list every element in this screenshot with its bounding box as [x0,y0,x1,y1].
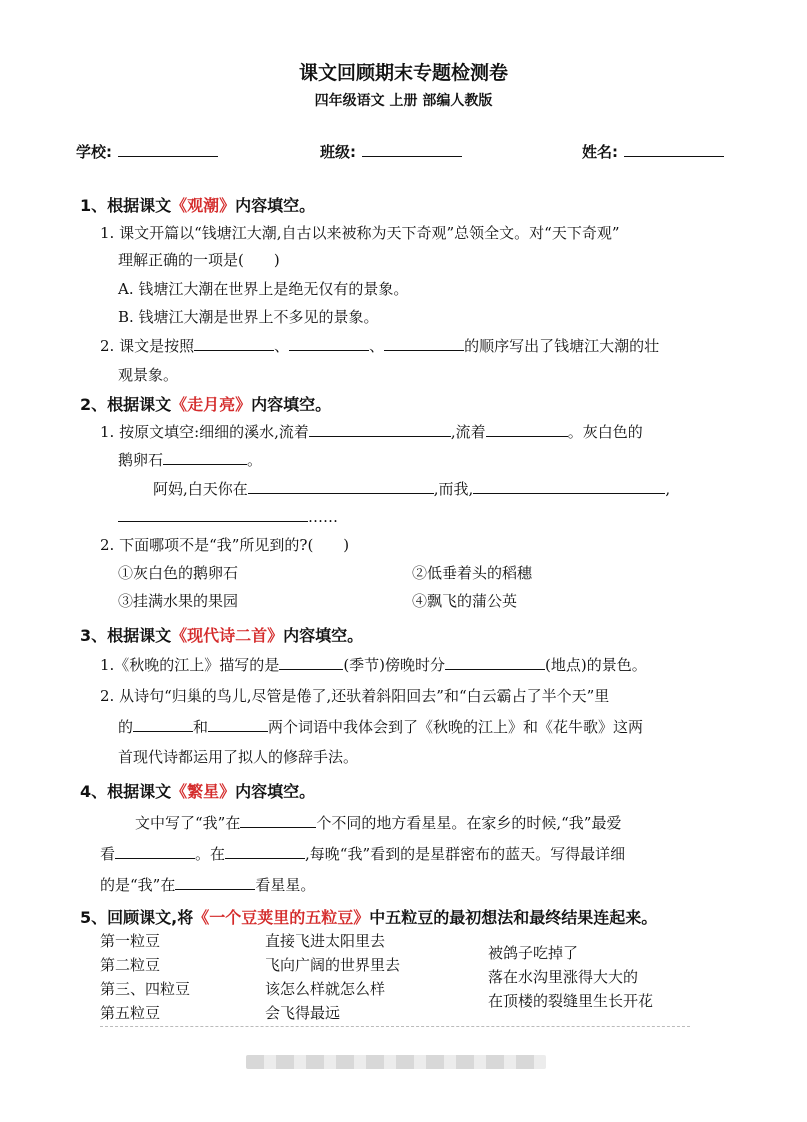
s1-q2-line1: 2. 课文是按照 、 、 的顺序写出了钱塘江大潮的壮 [100,337,660,355]
s3-q2-line1: 2. 从诗句“归巢的鸟儿,尽管是倦了,还驮着斜阳回去”和“白云霸占了半个天”里 [100,687,610,705]
name-blank[interactable] [624,140,724,157]
thought-item[interactable]: 该怎么样就怎么样 [265,980,386,998]
s2-q2-option-2: ②低垂着头的稻穗 [412,564,533,582]
result-item[interactable]: 在顶楼的裂缝里生长开花 [488,992,654,1010]
bean-item[interactable]: 第五粒豆 [100,1004,161,1022]
blank[interactable] [279,654,343,670]
blank[interactable] [445,654,545,670]
s1-q1-option-a: A. 钱塘江大潮在世界上是绝无仅有的景象。 [118,280,409,298]
blank[interactable] [208,716,268,732]
s2-q1-line4: …… [118,506,338,526]
blank[interactable] [133,716,193,732]
s1-q2-line2: 观景象。 [118,366,179,384]
bean-item[interactable]: 第三、四粒豆 [100,980,191,998]
blank[interactable] [473,478,665,494]
s4-line3: 的是“我”在 看星星。 [100,876,316,894]
school-blank[interactable] [118,140,218,157]
section-1-heading: 1、根据课文《观潮》内容填空。 [80,196,316,215]
name-field[interactable] [582,140,724,162]
student-info-row [76,140,736,164]
s3-q2-line2: 的 和 两个词语中我体会到了《秋晚的江上》和《花牛歌》这两 [118,718,644,736]
thought-item[interactable]: 直接飞进太阳里去 [265,932,386,950]
bean-item[interactable]: 第一粒豆 [100,932,161,950]
s4-line2: 看 。在 ,每晚“我”看到的是星群密布的蓝天。写得最详细 [100,845,626,863]
s1-q1-line2: 理解正确的一项是( ) [118,251,280,269]
school-field[interactable] [76,140,218,162]
blank[interactable] [240,812,316,828]
blank[interactable] [225,843,305,859]
s2-q2-option-3: ③挂满水果的果园 [118,592,239,610]
s2-q1-line2: 鹅卵石 。 [118,451,263,469]
page-title: 课文回顾期末专题检测卷 [298,62,508,84]
s4-line1: 文中写了“我”在 个不同的地方看星星。在家乡的时候,“我”最爱 [135,814,622,832]
section-2-heading: 2、根据课文《走月亮》内容填空。 [80,395,332,414]
s3-q2-line3: 首现代诗都运用了拟人的修辞手法。 [118,748,359,766]
section-4-heading: 4、根据课文《繁星》内容填空。 [80,782,316,801]
class-blank[interactable] [362,140,462,157]
s2-q1-line3: 阿妈,白天你在 ,而我, , [153,480,671,498]
school-label: 学校: [76,143,112,161]
blank[interactable] [194,335,274,351]
result-item[interactable]: 落在水沟里涨得大大的 [488,968,639,986]
thought-item[interactable]: 会飞得最远 [265,1004,341,1022]
blank[interactable] [486,421,568,437]
blurred-footer-watermark [246,1055,546,1069]
s3-q1-line1: 1.《秋晚的江上》描写的是 (季节)傍晚时分 (地点)的景色。 [100,656,647,674]
bean-item[interactable]: 第二粒豆 [100,956,161,974]
result-item[interactable]: 被鸽子吃掉了 [488,944,579,962]
s1-q1-line1: 1. 课文开篇以“钱塘江大潮,自古以来被称为天下奇观”总领全文。对“天下奇观” [100,224,620,242]
class-field[interactable] [320,140,462,162]
blank[interactable] [384,335,464,351]
blank[interactable] [115,843,195,859]
section-3-heading: 3、根据课文《现代诗二首》内容填空。 [80,626,364,645]
name-label: 姓名: [582,143,618,161]
s2-q2-line1: 2. 下面哪项不是“我”所见到的?( ) [100,536,350,554]
s1-q1-option-b: B. 钱塘江大潮是世界上不多见的景象。 [118,308,379,326]
blank[interactable] [248,478,434,494]
thought-item[interactable]: 飞向广阔的世界里去 [265,956,401,974]
blank[interactable] [309,421,451,437]
blank[interactable] [163,449,247,465]
blank[interactable] [289,335,369,351]
page-cut-divider [100,1026,690,1028]
class-label: 班级: [320,143,356,161]
page-subtitle: 四年级语文 上册 部编人教版 [314,93,493,109]
s2-q2-option-4: ④飘飞的蒲公英 [412,592,518,610]
s2-q1-line1: 1. 按原文填空:细细的溪水,流着 ,流着 。灰白色的 [100,423,643,441]
blank[interactable] [175,874,255,890]
section-5-heading: 5、回顾课文,将《一个豆荚里的五粒豆》中五粒豆的最初想法和最终结果连起来。 [80,908,658,927]
s2-q2-option-1: ①灰白色的鹅卵石 [118,564,239,582]
blank[interactable] [118,506,308,522]
